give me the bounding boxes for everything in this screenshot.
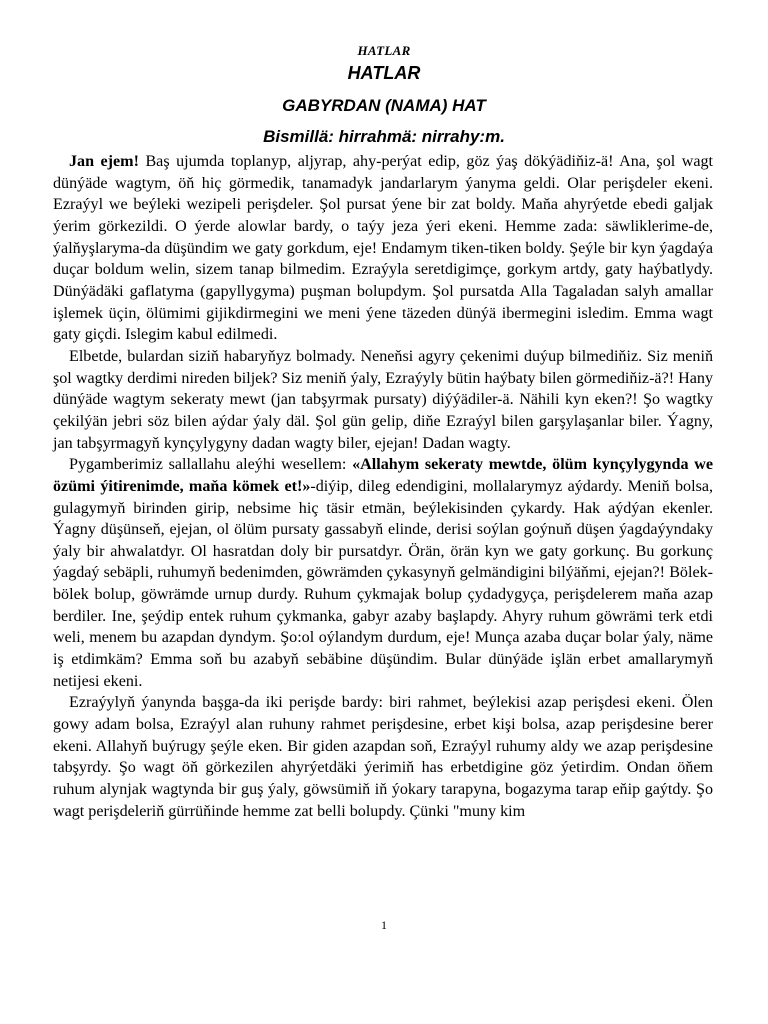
invocation-heading: Bismillä: hirrahmä: nirrahy:m.	[263, 127, 505, 146]
running-head: HATLAR	[357, 43, 411, 58]
paragraph	[53, 454, 713, 692]
paragraph	[53, 692, 713, 822]
paragraph-text: Elbetde, bulardan siziň habaryňyz bolmady. Neneňsi agyry çekenimi duýup bilmediňiz. Siz meniň şol wagtky derdimi nireden biljek? Siz meniň ýaly, Ezraýyly bütin haýbaty bilen görmediňiz-ä?! Hany dünýäde wagtym sekeraty mewt (jan tabşyrmak pursaty) diýýädiler-ä. Nähili kyn eken?! Şo wagtky çekilýän jebri söz bilen aýdar ýaly däl. Şol gün gelip, diňe Ezraýyl bilen garşylaşanlar biler. Ýagny, jan tabşyrmagyň kynçylygyny dadan wagty biler, ejejan! Dadan wagty.	[53, 347, 713, 452]
paragraph	[53, 151, 713, 346]
paragraph-quote-bold: «Allahym sekeraty mewtde, ölüm kynçylygynda we özümi ýitirenimde, maňa kömek et!»	[53, 456, 714, 495]
document-title: HATLAR	[347, 63, 421, 83]
page-number: 1	[381, 918, 387, 932]
paragraph	[53, 346, 713, 454]
paragraph-lead-bold: Jan ejem!	[69, 153, 139, 170]
document-subtitle: GABYRDAN (NAMA) HAT	[282, 96, 486, 115]
paragraph-text: Ezraýylyň ýanynda başga-da iki perişde bardy: biri rahmet, beýlekisi azap perişdesi ekeni. Ölen gowy adam bolsa, Ezraýyl alan ruhuny rahmet perişdesine, erbet kişi bolsa, azap perişdesine berer ekeni. Allahyň buýrugy şeýle eken. Bir giden azapdan soň, Ezraýyl ruhumy aldy we azap perişdesine tabşyrdy. Şo wagt öň görkezilen ahyrýetdäki ýerimiň has erbetdigine göz ýetirdim. Ondan öňem ruhum alynjak wagtynda bir guş ýaly, göwsümiň iň ýokary tarapyna, bogazyma tarap eňip gaýtdy. Şo wagt perişdeleriň gürrüňinde hemme zat belli bolupdy. Çünki "muny kim	[53, 694, 713, 820]
body-text	[53, 151, 713, 822]
paragraph-text: -diýip, dileg edendigini, mollalarymyz aýdardy. Meniň bolsa, gulagymyň birinden girip, nebsime hiç täsir etmän, beýlekisinden çykardy. Hak aýdýan ekenler. Ýagny düşünseň, ejejan, ol ölüm pursaty gassabyň elinde, derisi soýlan goýnuň düşen ýagdaýyndaky ýaly bir ahwalatdyr. Ol hasratdan doly bir pursatdyr. Örän, örän kyn we gaty gorkunç. Bu gorkunç ýagdaý sebäpli, ruhumyň bedenimden, göwrämden çykasynyň gelmändigini bilýäňmi, ejejan?! Bölek-bölek bolup, göwrämde urnup durdy. Ruhum çykmajak bolup çydadygyça, perişdelerem maňa azap berdiler. Ine, şeýdip entek ruhum çykmanka, gabyr azaby başlapdy. Ahyry ruhum göwrämi terk etdi weli, menem bu azapdan dyndym. Şo:ol oýlandym durdum, eje! Munça azaba duçar bolar ýaly, näme iş etdimkäm? Emma soň bu azabyň sebäbine düşündim. Bular dünýäde işlän erbet amallarymyň netijesi ekeni.	[53, 477, 713, 690]
paragraph-text: Baş ujumda toplanyp, aljyrap, ahy-perýat edip, göz ýaş dökýädiňiz-ä! Ana, şol wagt dünýäde wagtym, öň hiç görmedik, tanamadyk jandarlarym ýanyma geldi. Olar perişdeler ekeni. Ezraýyl we beýleki wezipeli perişdeler. Şol pursat ýene bir zat boldy. Maňa ahyrýetde ebedi galjak ýerim görkezildi. O ýerde alowlar bardy, o taýy jeza ýeri ekeni. Hemme zada: säwliklerime-de, ýalňyşlaryma-da düşündim we gaty gorkdum, eje! Endamym tiken-tiken boldy. Şeýle bir kyn ýagdaýa duçar boldum welin, sizem tanap bilmedim. Ezraýyla seretdigimçe, gorkym artdy, gaty haýbatlydy. Dünýädäki gaflatyma (gapyllygyma) puşman bolupdym. Şol pursatda Alla Tagaladan salyh amallar işlemek üçin, ölümimi gijikdirmegini we meni ýene täzeden dünýä ibermegini isledim. Emma wagt gaty giçdi. Islegim kabul edilmedi.	[53, 153, 713, 344]
paragraph-lead: Pygamberimiz sallallahu aleýhi wesellem:	[69, 456, 353, 474]
